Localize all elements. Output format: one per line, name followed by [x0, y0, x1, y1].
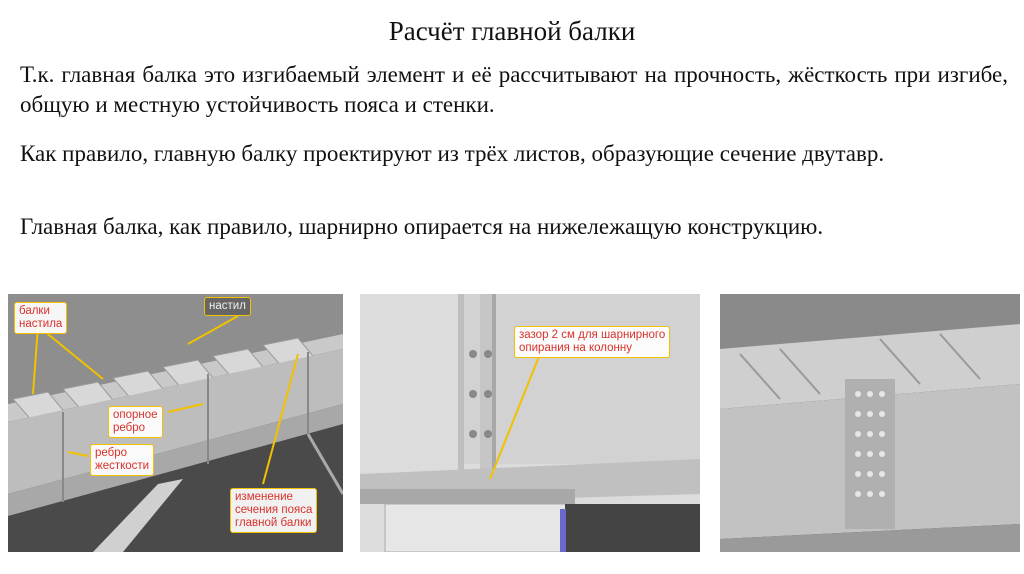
label-stiffener: ребро жесткости: [90, 444, 154, 476]
column-joint-image: [360, 294, 700, 552]
beam-splice-image: [720, 294, 1020, 552]
beam-splice-drawing: [720, 294, 1020, 552]
label-gap: зазор 2 см для шарнирного опирания на колонну: [514, 326, 670, 358]
paragraph-section: Как правило, главную балку проектируют из трёх листов, образующие сечение двутавр.: [20, 141, 885, 166]
label-support-rib: опорное ребро: [108, 406, 163, 438]
paragraph-support: Главная балка, как правило, шарнирно опирается на нижележащую конструкцию.: [20, 214, 824, 239]
paragraph-strength: Т.к. главная балка это изгибаемый элемент и её рассчитывают на прочность, жёсткость при изгибе, общую и местную устойчивость пояса и стенки.: [20, 62, 1008, 117]
beam-overview-image: [8, 294, 343, 552]
label-decking: настил: [204, 297, 251, 316]
slide-title: Расчёт главной балки: [388, 16, 636, 46]
label-beams: балки настила: [14, 302, 67, 334]
label-section-change: изменение сечения пояса главной балки: [230, 488, 317, 533]
